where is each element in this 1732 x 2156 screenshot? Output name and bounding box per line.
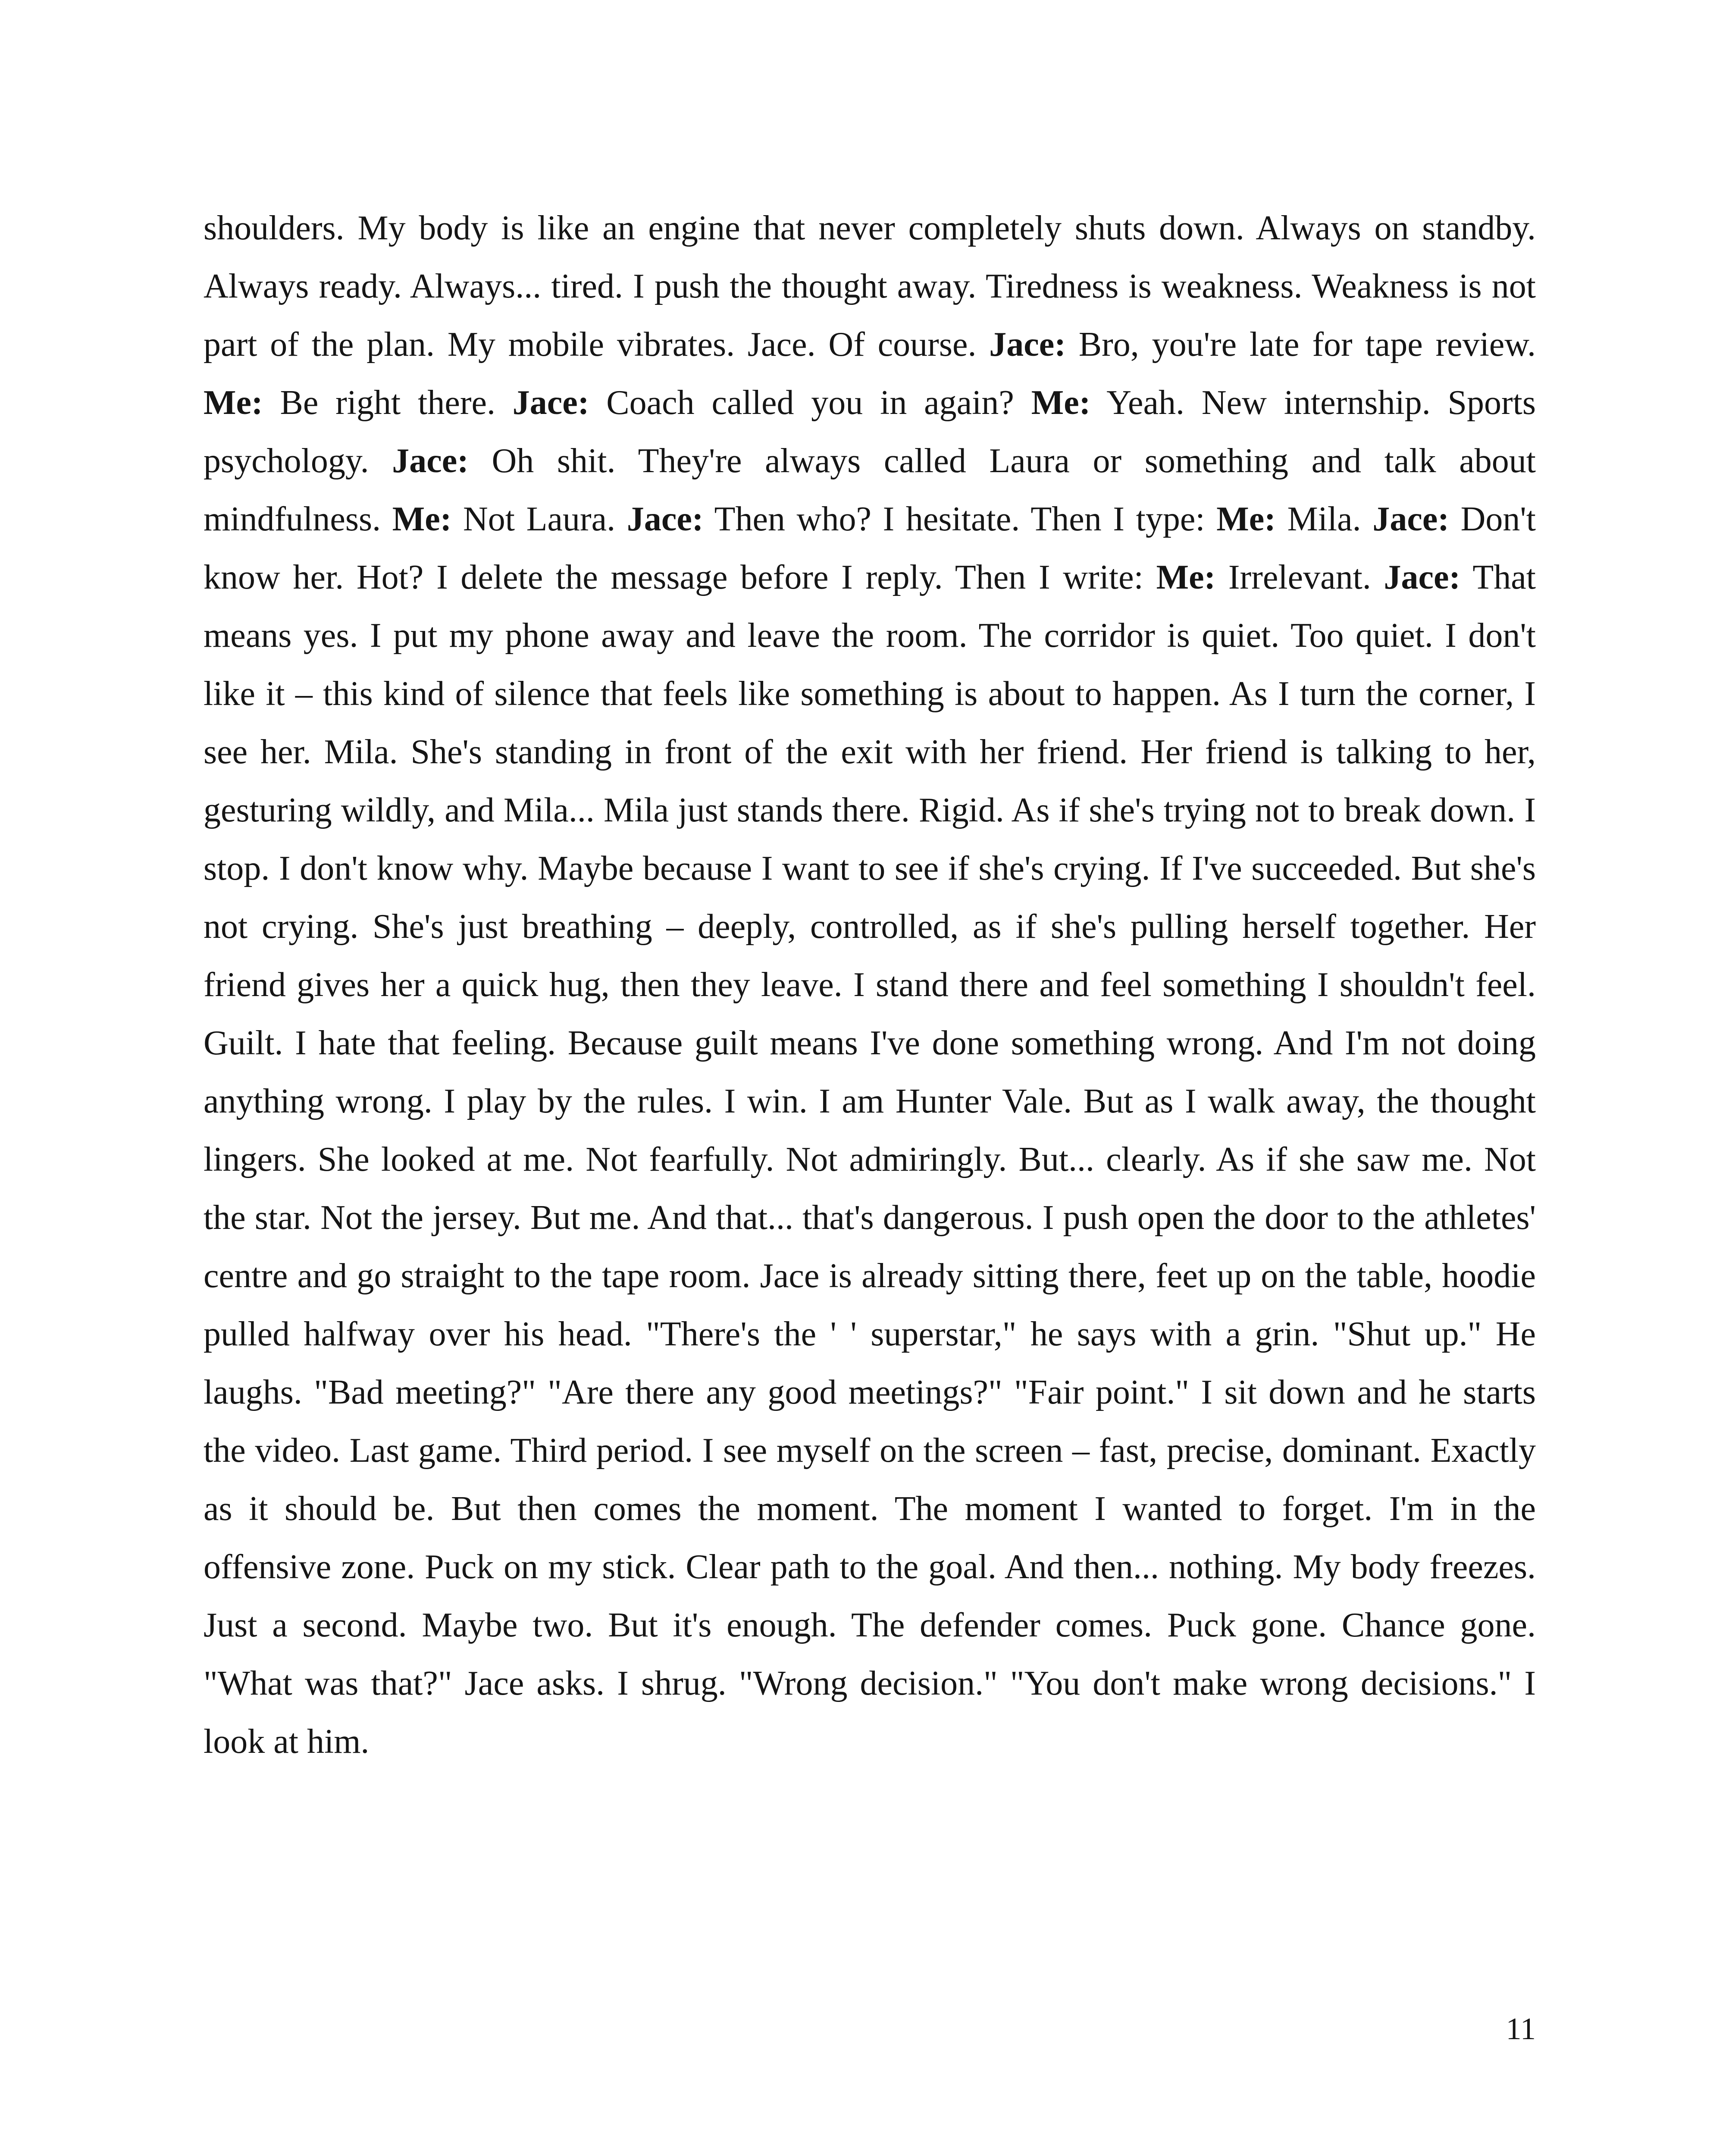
speaker-label: Me:: [392, 500, 452, 538]
speaker-label: Me:: [1156, 558, 1216, 596]
speaker-label: Jace:: [1384, 558, 1461, 596]
text-run: Don't know her. Hot? I delete the message before I reply. Then I write:: [204, 500, 1536, 596]
speaker-label: Jace:: [989, 326, 1066, 364]
text-run: shoulders. My body is like an engine that never completely shuts down. Always on standby. Always ready. Always... tired. I push the thought away. Tiredness is weakness. Weakness is not part of the plan. My mobile vibrates. Jace. Of course.: [204, 209, 1536, 364]
text-run: Oh shit. They're always called Laura or something and talk about mindfulness.: [204, 442, 1536, 538]
text-run: Then who? I hesitate. Then I type:: [703, 500, 1217, 538]
speaker-label: Jace:: [512, 384, 589, 422]
page-number: 11: [1506, 2012, 1536, 2046]
body-paragraph: [204, 199, 1536, 1771]
speaker-label: Me:: [1031, 384, 1091, 422]
text-run: Irrelevant.: [1215, 558, 1384, 596]
text-run: Yeah. New internship. Sports psychology.: [204, 384, 1536, 480]
text-run: Mila.: [1275, 500, 1373, 538]
text-run: Be right there.: [263, 384, 513, 422]
speaker-label: Me:: [1216, 500, 1276, 538]
speaker-label: Jace:: [392, 442, 469, 480]
speaker-label: Me:: [204, 384, 263, 422]
text-run: Coach called you in again?: [589, 384, 1031, 422]
speaker-label: Jace:: [1372, 500, 1449, 538]
text-run: That means yes. I put my phone away and leave the room. The corridor is quiet. Too quiet. I don't like it – this kind of silence that feels like something is about to happen. As I turn the corner, I see her. Mila. She's standing in front of the exit with her friend. Her friend is talking to her, gesturing wildly, and Mila... Mila just stands there. Rigid. As if she's trying not to break down. I stop. I don't know why. Maybe because I want to see if she's crying. If I've succeeded. But she's not crying. She's just breathing – deeply, controlled, as if she's pulling herself together. Her friend gives her a quick hug, then they leave. I stand there and feel something I shouldn't feel. Guilt. I hate that feeling. Because guilt means I've done something wrong. And I'm not doing anything wrong. I play by the rules. I win. I am Hunter Vale. But as I walk away, the thought lingers. She looked at me. Not fearfully. Not admiringly. But... clearly. As if she saw me. Not the star. Not the jersey. But me. And that... that's dangerous. I push open the door to the athletes' centre and go straight to the tape room. Jace is already sitting there, feet up on the table, hoodie pulled halfway over his head. "There's the ' ' superstar," he says with a grin. "Shut up." He laughs. "Bad meeting?" "Are there any good meetings?" "Fair point." I sit down and he starts the video. Last game. Third period. I see myself on the screen – fast, precise, dominant. Exactly as it should be. But then comes the moment. The moment I wanted to forget. I'm in the offensive zone. Puck on my stick. Clear path to the goal. And then... nothing. My body freezes. Just a second. Maybe two. But it's enough. The defender comes. Puck gone. Chance gone. "What was that?" Jace asks. I shrug. "Wrong decision." "You don't make wrong decisions." I look at him.: [204, 558, 1536, 1761]
text-run: Not Laura.: [451, 500, 627, 538]
speaker-label: Jace:: [626, 500, 704, 538]
text-run: Bro, you're late for tape review.: [1065, 326, 1536, 364]
